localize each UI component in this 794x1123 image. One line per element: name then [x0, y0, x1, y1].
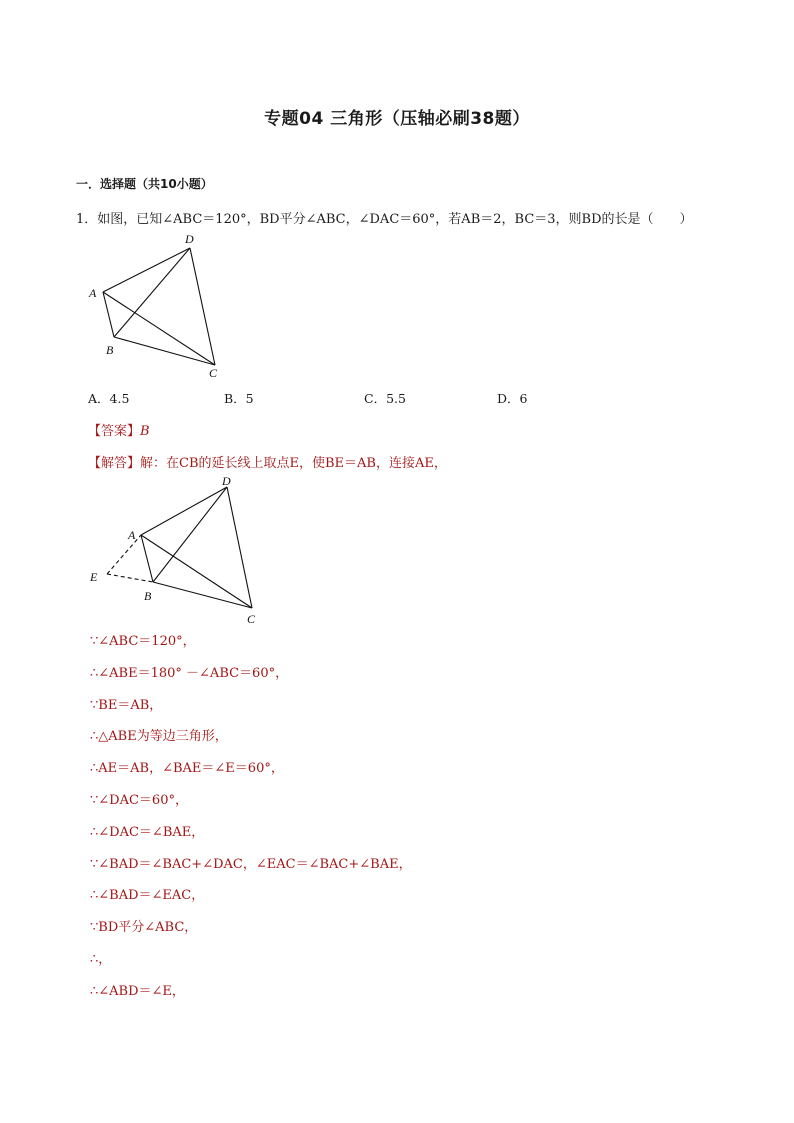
solution-step: ∴，: [90, 951, 112, 967]
solution-step: ∴∠ABE＝180° －∠ABC＝60°，: [90, 665, 289, 681]
segment-DC: [190, 248, 215, 365]
analysis-line: [88, 452, 447, 471]
solution-step: ∴∠ABD＝∠E，: [90, 983, 185, 999]
section-heading: 一．选择题（共10小题）: [76, 177, 213, 191]
solution-step: ∴∠DAC＝∠BAE，: [90, 824, 205, 840]
label-B: B: [106, 343, 114, 357]
label-C: C: [247, 612, 256, 626]
analysis-figure: [84, 472, 274, 630]
segment-AC: [141, 535, 252, 608]
segment-BC: [153, 582, 252, 608]
segment-AD: [103, 248, 190, 292]
segment-AD: [141, 487, 227, 535]
solution-step: ∵∠ABC＝120°，: [90, 634, 196, 649]
segment-EA-dashed: [107, 535, 141, 574]
option-d: D．6: [497, 391, 528, 406]
question-number: 1．: [76, 212, 98, 227]
solution-step: ∵BD平分∠ABC，: [90, 920, 198, 936]
answer-tag: 【答案】: [88, 424, 141, 439]
analysis-text: 解：在CB的延长线上取点E，使BE＝AB，连接AE，: [140, 456, 447, 471]
label-C: C: [209, 366, 218, 380]
solution-steps: [90, 632, 412, 1014]
label-E: E: [90, 570, 98, 584]
solution-step: ∵∠BAD＝∠BAC+∠DAC，∠EAC＝∠BAC+∠BAE，: [90, 856, 412, 872]
segment-EB-dashed: [107, 574, 153, 582]
segment-AC: [103, 292, 215, 365]
label-D: D: [185, 232, 194, 246]
option-b: B．5: [224, 391, 254, 406]
solution-step: ∵BE＝AB，: [90, 697, 163, 713]
solution-step: ∵∠DAC＝60°，: [90, 792, 188, 808]
answer-value: B: [140, 424, 150, 439]
label-A: A: [89, 286, 97, 300]
answer-line: [88, 420, 150, 439]
question-figure: [84, 228, 234, 383]
option-a: A．4.5: [88, 391, 130, 406]
segment-BC: [114, 337, 215, 365]
question-text: 如图，已知∠ABC＝120°，BD平分∠ABC，∠DAC＝60°，若AB＝2，BC＝3，则BD的长是（ ）: [97, 212, 693, 227]
label-D: D: [222, 474, 231, 488]
solution-step: ∴AE＝AB，∠BAE＝∠E＝60°，: [90, 761, 284, 777]
solution-step: ∴∠BAD＝∠EAC，: [90, 888, 205, 904]
segment-DC: [227, 487, 252, 608]
label-A: A: [128, 528, 136, 542]
question-1: [76, 208, 693, 227]
option-c: C．5.5: [364, 391, 406, 406]
label-B: B: [144, 589, 152, 603]
page-title: 专题04 三角形（压轴必刷38题）: [264, 109, 530, 129]
solution-step: ∴△ABE为等边三角形，: [90, 729, 228, 745]
analysis-tag: 【解答】: [88, 456, 141, 471]
